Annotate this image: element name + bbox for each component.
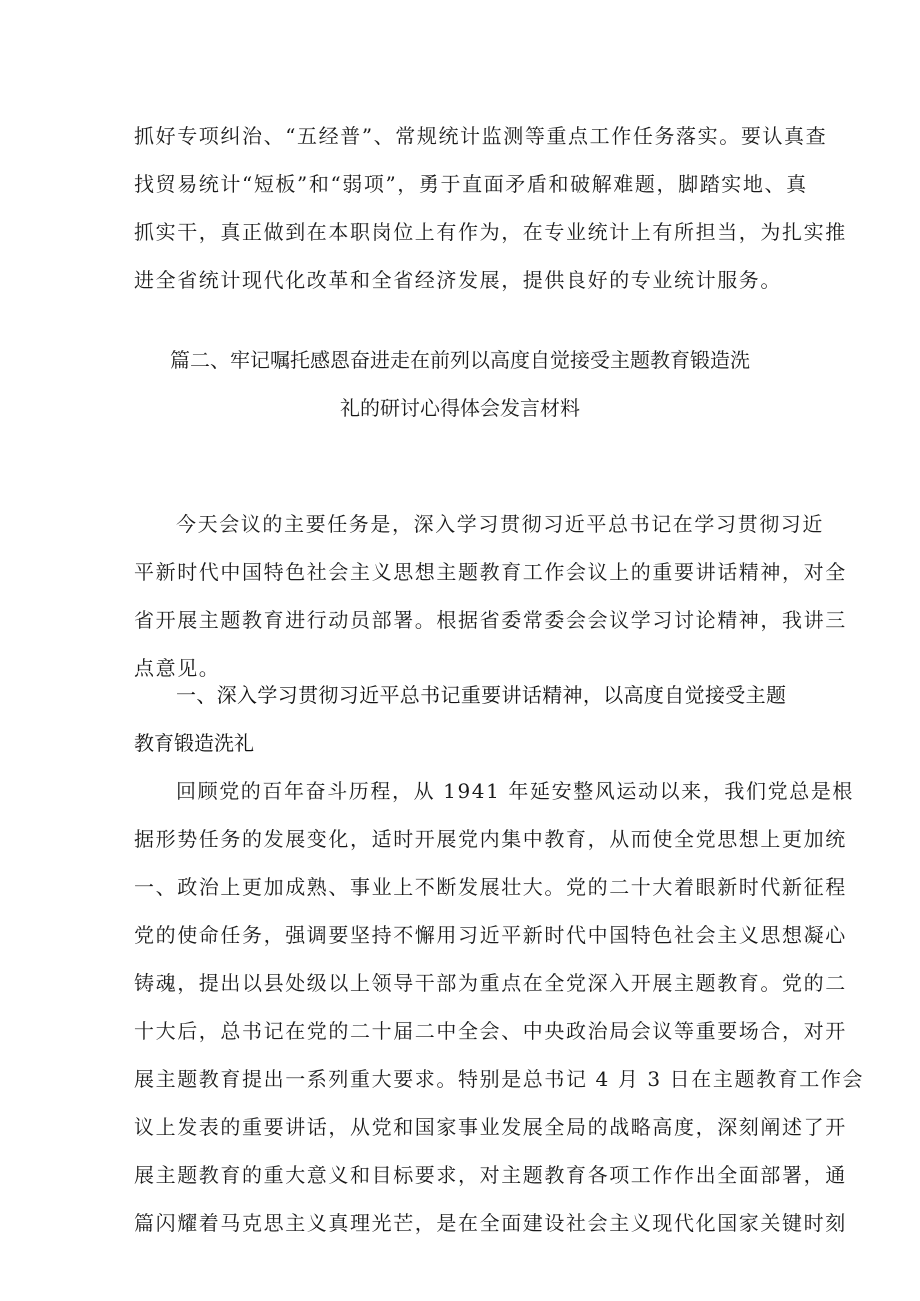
body-line: 铸魂，提出以县处级以上领导干部为重点在全党深入开展主题教育。党的二	[134, 971, 847, 995]
heading-one-line-1: 一、深入学习贯彻习近平总书记重要讲话精神，以高度自觉接受主题	[176, 683, 786, 707]
body-line: 据形势任务的发展变化，适时开展党内集中教育，从而使全党思想上更加统	[134, 827, 847, 851]
paragraph-line: 进全省统计现代化改革和全省经济发展，提供良好的专业统计服务。	[134, 268, 782, 292]
intro-line: 点意见。	[134, 656, 221, 680]
paragraph-line: 抓实干，真正做到在本职岗位上有作为，在专业统计上有所担当，为扎实推	[134, 220, 847, 244]
section-title-line-2: 礼的研讨心得体会发言材料	[340, 396, 580, 420]
intro-line: 今天会议的主要任务是，深入学习贯彻习近平总书记在学习贯彻习近	[176, 512, 824, 536]
body-line: 议上发表的重要讲话，从党和国家事业发展全局的战略高度，深刻阐述了开	[134, 1115, 847, 1139]
paragraph-line: 找贸易统计“短板”和“弱项”，勇于直面矛盾和破解难题，脚踏实地、真	[134, 172, 808, 196]
intro-line: 平新时代中国特色社会主义思想主题教育工作会议上的重要讲话精神，对全	[134, 560, 847, 584]
body-line: 党的使命任务，强调要坚持不懈用习近平新时代中国特色社会主义思想凝心	[134, 923, 847, 947]
section-title-line-1: 篇二、牢记嘱托感恩奋进走在前列以高度自觉接受主题教育锻造洗	[170, 348, 750, 372]
body-line: 展主题教育提出一系列重大要求。特别是总书记 4 月 3 日在主题教育工作会	[134, 1067, 865, 1091]
body-line: 篇闪耀着马克思主义真理光芒，是在全面建设社会主义现代化国家关键时刻	[134, 1211, 847, 1235]
paragraph-line: 抓好专项纠治、“五经普”、常规统计监测等重点工作任务落实。要认真查	[134, 124, 828, 148]
body-line: 一、政治上更加成熟、事业上不断发展壮大。党的二十大着眼新时代新征程	[134, 875, 847, 899]
body-line: 展主题教育的重大意义和目标要求，对主题教育各项工作作出全面部署，通	[134, 1163, 847, 1187]
heading-one-line-2: 教育锻造洗礼	[134, 731, 254, 755]
body-line: 回顾党的百年奋斗历程，从 1941 年延安整风运动以来，我们党总是根	[176, 779, 855, 803]
body-line: 十大后，总书记在党的二十届二中全会、中央政治局会议等重要场合，对开	[134, 1019, 847, 1043]
intro-line: 省开展主题教育进行动员部署。根据省委常委会会议学习讨论精神，我讲三	[134, 608, 847, 632]
